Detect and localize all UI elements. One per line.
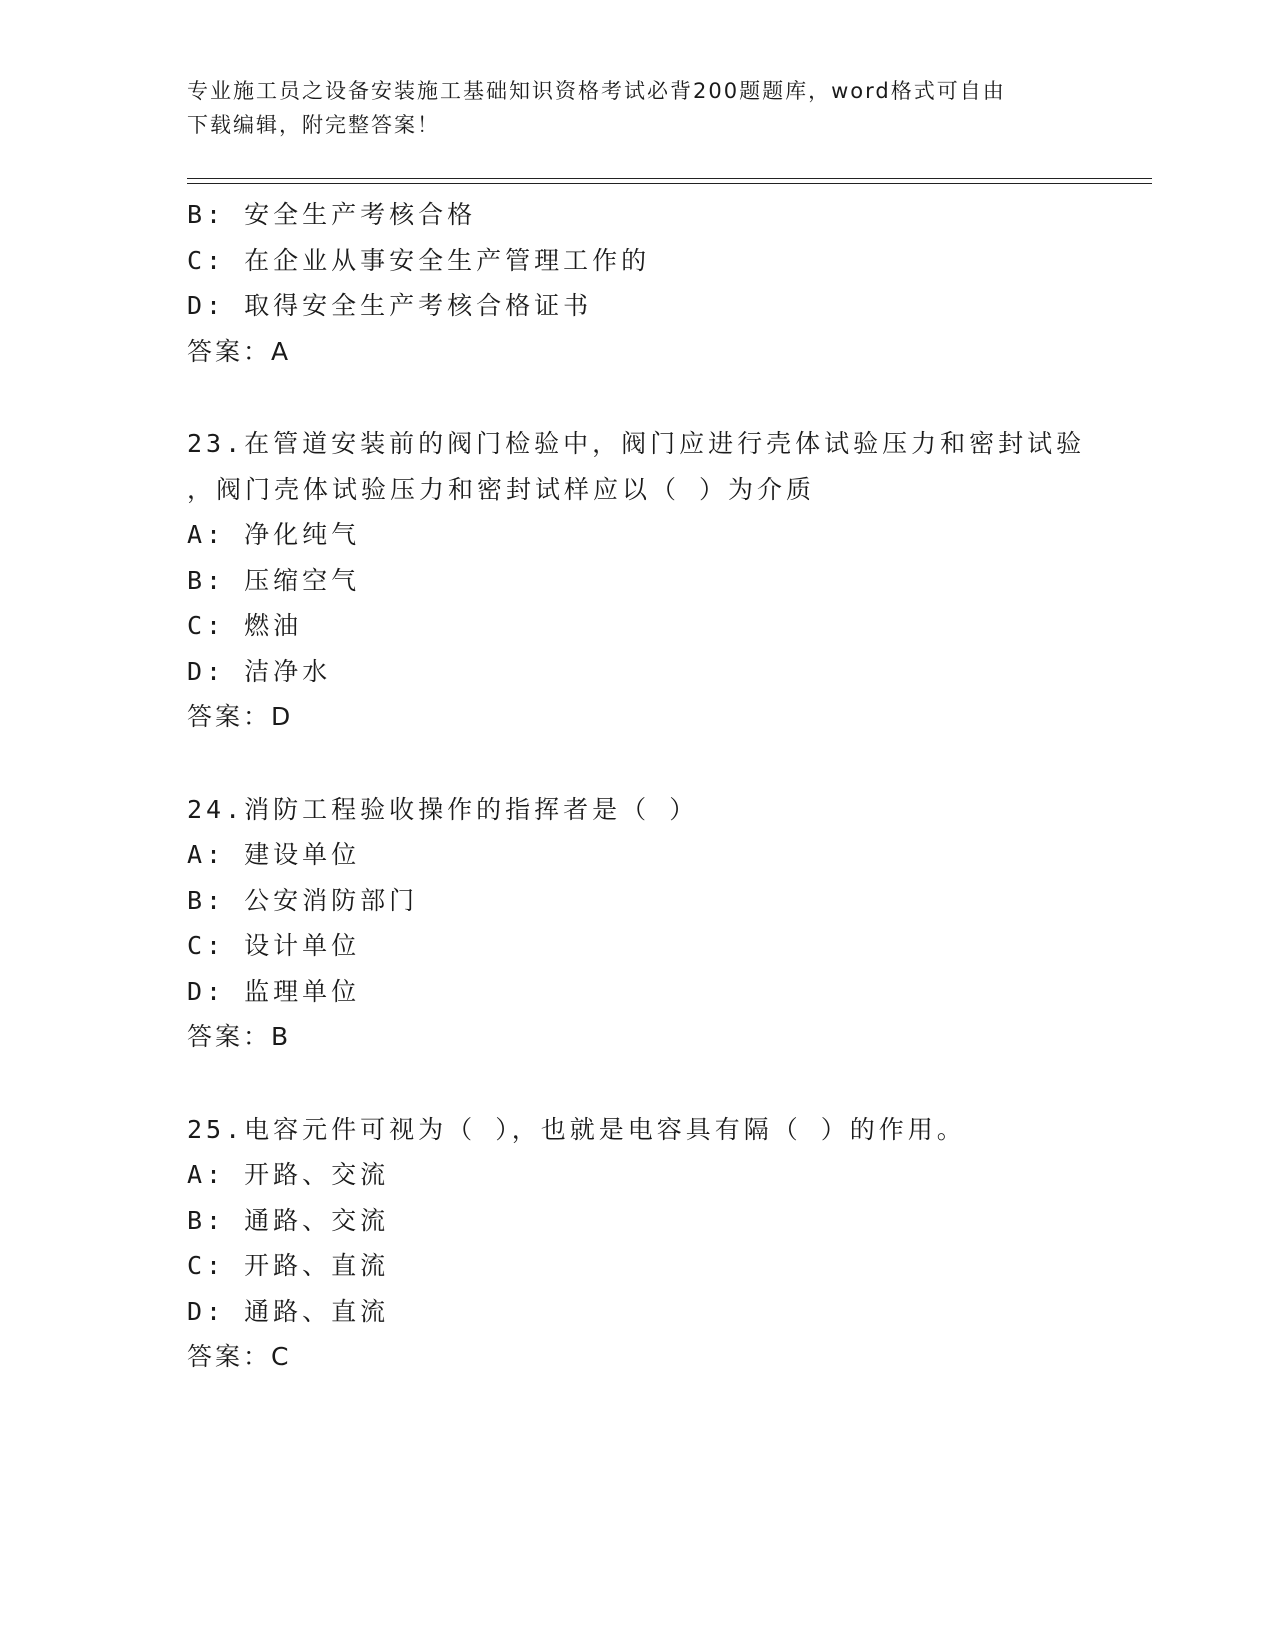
question-23 (187, 421, 1087, 740)
option-c: C: 燃油 (187, 611, 303, 640)
option-a: A: 净化纯气 (187, 520, 361, 549)
option-d: D: 取得安全生产考核合格证书 (187, 291, 593, 320)
option-b: B: 安全生产考核合格 (187, 200, 477, 229)
question-24 (187, 787, 1087, 1060)
option-c: C: 在企业从事安全生产管理工作的 (187, 245, 651, 275)
header-line-2: 下载编辑，附完整答案！ (187, 113, 440, 137)
header-rule-top (187, 178, 1152, 179)
question-stem: 24.消防工程验收操作的指挥者是（ ） (187, 794, 699, 824)
option-c: C: 设计单位 (187, 931, 361, 960)
option-d: D: 监理单位 (187, 976, 361, 1006)
header-rule-bottom (187, 183, 1152, 184)
question-stem: 23.在管道安装前的阀门检验中，阀门应进行壳体试验压力和密封试验 (187, 429, 1086, 458)
option-d: D: 洁净水 (187, 656, 332, 686)
answer: 答案：D (187, 702, 294, 731)
header-line-1: 专业施工员之设备安装施工基础知识资格考试必背200题题库，word格式可自由 (187, 79, 1006, 103)
option-a: A: 建设单位 (187, 840, 361, 869)
option-b: B: 公安消防部门 (187, 885, 419, 915)
question-stem: 25.电容元件可视为（ ），也就是电容具有隔（ ）的作用。 (187, 1114, 966, 1144)
answer: 答案：A (187, 336, 292, 366)
document-body (187, 192, 1087, 1380)
question-25 (187, 1107, 1087, 1380)
option-b: B: 压缩空气 (187, 565, 361, 595)
answer: 答案：B (187, 1022, 292, 1051)
option-d: D: 通路、直流 (187, 1296, 390, 1326)
question-stem: ，阀门壳体试验压力和密封试样应以（ ）为介质 (187, 474, 816, 504)
question-22-continued (187, 192, 1087, 374)
page-header (187, 74, 1087, 142)
option-a: A: 开路、交流 (187, 1160, 390, 1189)
answer: 答案：C (187, 1342, 292, 1371)
option-c: C: 开路、直流 (187, 1251, 390, 1280)
option-b: B: 通路、交流 (187, 1205, 390, 1235)
